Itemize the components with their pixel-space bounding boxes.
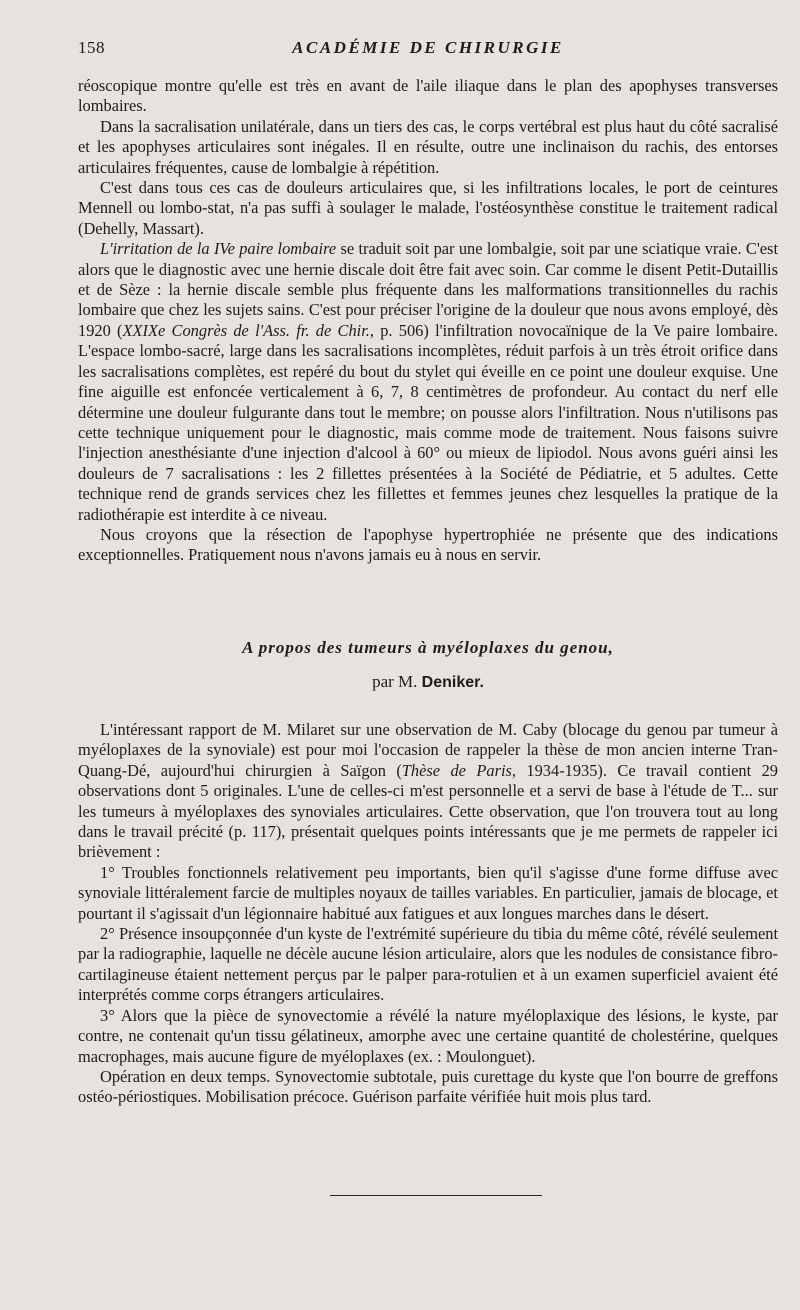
- byline: [78, 672, 778, 692]
- previous-article-text: [78, 76, 778, 566]
- paragraph: Opération en deux temps. Synovectomie subtotale, puis curettage du kyste que l'on bourre de greffons ostéo-périostiques. Mobilisation précoce. Guérison parfaite vérifiée huit mois plus tard.: [78, 1066, 778, 1107]
- paragraph: 2° Présence insoupçonnée d'un kyste de l'extrémité supérieure du tibia du même côté, révélé seulement par la radiographie, laquelle ne décèle aucune lésion articulaire, alors que les nodules de consistance fibro-cartilagineuse étaient nettement perçus par le palper para-rotulien et à un examen superficiel avaient été interprétés comme corps étrangers articulaires.: [78, 924, 778, 1005]
- article-title: A propos des tumeurs à myéloplaxes du genou,: [242, 638, 614, 657]
- paragraph-text: , p. 506) l'infiltration novocaïnique de la Ve paire lombaire. L'espace lombo-sacré, large dans les sacralisations incomplètes, réduit parfois à un très étroit orifice dans les sacralisations complètes, est repéré du bout du stylet qui éveille en ce point une douleur exquise. Une fine aiguille est enfoncée verticalement à 6, 7, 8 centimètres de profondeur. Au contact du nerf elle détermine une douleur fulgurante dans tout le membre; on pousse alors l'infiltration. Nous n'utilisons pas cette technique uniquement pour le diagnostic, mais comme mode de traitement. Nous faisons suivre l'injection anesthésiante d'une injection d'alcool à 60° ou mieux de lipiodol. Nous avons guéri ainsi les douleurs de 7 sacralisations : les 2 fillettes présentées à la Société de Pédiatrie, et 5 adultes. Cette technique rend de grands services chez les fillettes et femmes jeunes chez lesquelles la pratique de la radiothérapie est interdite à ce niveau.: [78, 320, 778, 524]
- paragraph: C'est dans tous ces cas de douleurs articulaires que, si les infiltrations locales, le port de ceintures Mennell ou lombo-stat, n'a pas suffi à soulager le malade, l'ostéosynthèse constitue le traitement radical (Dehelly, Massart).: [78, 178, 778, 238]
- article-body: [78, 720, 778, 1108]
- paragraph: 1° Troubles fonctionnels relativement peu importants, bien qu'il s'agisse d'une forme diffuse avec synoviale littéralement farcie de multiples noyaux de tailles variables. En particulier, jamais de blocage, et pourtant il s'agissait d'un légionnaire habitué aux fatigues et aux longues marches dans le désert.: [78, 862, 778, 923]
- paragraph: [78, 239, 778, 525]
- paragraph: Dans la sacralisation unilatérale, dans un tiers des cas, le corps vertébral est plus haut du côté sacralisé et les apophyses articulaires sont inégales. Il en résulte, outre une inclinaison du rachis, des entorses articulaires fréquentes, cause de lombalgie à répétition.: [78, 116, 778, 177]
- end-rule: [330, 1195, 542, 1196]
- italic-phrase: L'irritation de la IVe paire lombaire: [100, 239, 337, 259]
- paragraph: 3° Alors que la pièce de synovectomie a révélé la nature myéloplaxique des lésions, le kyste, par contre, ne contenait qu'un tissu gélatineux, amorphe avec une certaine quantité de cholestérine, quelques macrophages, mais aucune figure de myéloplaxes (ex. : Moulonguet).: [78, 1005, 778, 1066]
- byline-prefix: par M.: [372, 672, 418, 691]
- paragraph-text: L'intéressant rapport de M. Milaret sur une observation de M. Caby (blocage du genou par tumeur à myéloplaxes de la synoviale) est pour moi l'occasion de rappeler la thèse de mon ancien interne Tran-Quang-Dé, aujourd'hui chirurgien à Saïgon (: [78, 720, 778, 780]
- paragraph: Nous croyons que la résection de l'apophyse hypertrophiée ne présente que des indications exceptionnelles. Pratiquement nous n'avons jamais eu à nous en servir.: [78, 524, 778, 565]
- paragraph: [78, 720, 778, 863]
- paragraph-text: , 1934-1935). Ce travail contient 29 observations dont 5 originales. L'une de celles-ci m'est personnelle et a servi de base à l'étude de T... sur les tumeurs à myéloplaxes des synoviales articulaires. Cette observation, que l'on trouvera tout au long dans le travail précité (p. 117), présentait quelques points intéressants que je me permets de rappeler ici brièvement :: [78, 760, 778, 862]
- paragraph: réoscopique montre qu'elle est très en avant de l'aile iliaque dans le plan des apophyses transverses lombaires.: [78, 76, 778, 116]
- page-header: [78, 38, 778, 60]
- citation: Thèse de Paris: [401, 760, 512, 780]
- paragraph-text: se traduit soit par une lombalgie, soit par une sciatique vraie. C'est alors que le diagnostic avec une hernie discale doit être fait avec soin. Car comme le disent Petit-Dutaillis et de Sèze : la hernie discale semble plus fréquente dans les malformations transitionnelles du rachis lombaire que chez les sujets sains. C'est pour préciser l'origine de la douleur que nous avons employé, dès 1920 (: [78, 239, 778, 340]
- citation: XXIXe Congrès de l'Ass. fr. de Chir.: [122, 320, 370, 340]
- running-title: ACADÉMIE DE CHIRURGIE: [292, 38, 564, 57]
- author-name: Deniker.: [421, 674, 484, 691]
- page-number: 158: [78, 38, 105, 57]
